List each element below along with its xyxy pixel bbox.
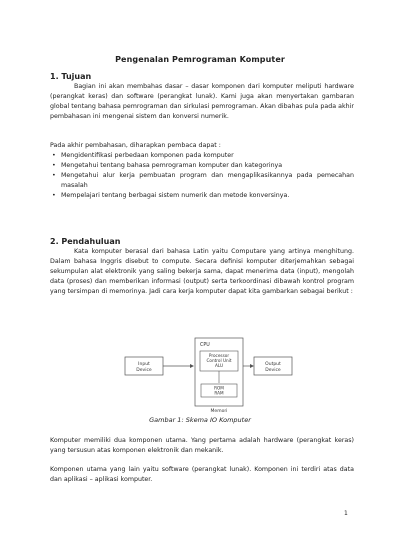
- alu-label: ALU: [214, 363, 224, 368]
- cpu-label: CPU: [200, 343, 210, 348]
- paragraph-komponen-software: Komponen utama yang lain yaitu software (perangkat lunak). Komponen ini terdiri atas data dan aplikasi – aplikasi komputer.: [50, 466, 354, 483]
- figure-caption: Gambar 1: Skema IO Komputer: [149, 416, 251, 424]
- list-item: • Mengetahui alur kerja pembuatan program dan mengaplikasikannya pada pemecahan masalah: [50, 171, 354, 191]
- input-device-label-2: Device: [136, 368, 152, 373]
- paragraph-tujuan-intro: Bagian ini akan membahas dasar – dasar komponen dari komputer meliputi hardware (perangkat keras) dan software (perangkat lunak). Kami juga akan menyertakan gambaran global tentang bahasa pemrograman dan sirkulasi pemrograman. Akan dibahas pula pada akhir pembahasan ini mengenai sistem dan konversi numerik.: [50, 83, 354, 120]
- paragraph-komponen-hardware: Komputer memiliki dua komponen utama. Yang pertama adalah hardware (perangkat keras) yang tersusun atas komponen elektronik dan mekanik.: [50, 437, 354, 454]
- rom-label: ROM: [214, 385, 224, 391]
- section-heading-pendahuluan: 2. Pendahuluan: [50, 237, 121, 246]
- document-title: Pengenalan Pemrograman Komputer: [115, 55, 285, 64]
- list-item: • Mempelajari tentang berbagai sistem numerik dan metode konversinya.: [50, 191, 354, 201]
- output-device-label-1: Output: [265, 362, 281, 367]
- output-device-label-2: Device: [265, 368, 281, 373]
- list-item: • Mengidentifikasi perbedaan komponen pada komputer: [50, 151, 354, 161]
- paragraph-pendahuluan: Kata komputer berasal dari bahasa Latin yaitu Computare yang artinya menghitung. Dalam bahasa Inggris disebut to compute. Secara definisi komputer diterjemahkan sebagai sekumpulan alat elektronik yang saling bekerja sama, dapat menerima data (input), mengolah data (proses) dan memberikan informasi (output) serta terkoordinasi dibawah kontrol program yang tersimpan di memorinya. Jadi cara kerja komputer dapat kita gambarkan sebagai berikut :: [50, 248, 354, 295]
- control-unit-label: Control Unit: [206, 358, 232, 363]
- memori-label: Memori: [210, 409, 228, 414]
- section-heading-tujuan: 1. Tujuan: [50, 72, 92, 81]
- arrow-cpu-output-head: [250, 364, 254, 368]
- arrow-input-cpu-head: [190, 364, 194, 368]
- input-device-label-1: Input: [138, 362, 150, 367]
- ram-label: RAM: [214, 390, 224, 396]
- page-number: 1: [344, 510, 348, 517]
- list-item: • Mengetahui tentang bahasa pemrograman komputer dan kategorinya: [50, 161, 354, 171]
- paragraph-tujuan-lead: Pada akhir pembahasan, diharapkan pembaca dapat :: [50, 142, 221, 149]
- processor-label: Processor: [208, 353, 230, 358]
